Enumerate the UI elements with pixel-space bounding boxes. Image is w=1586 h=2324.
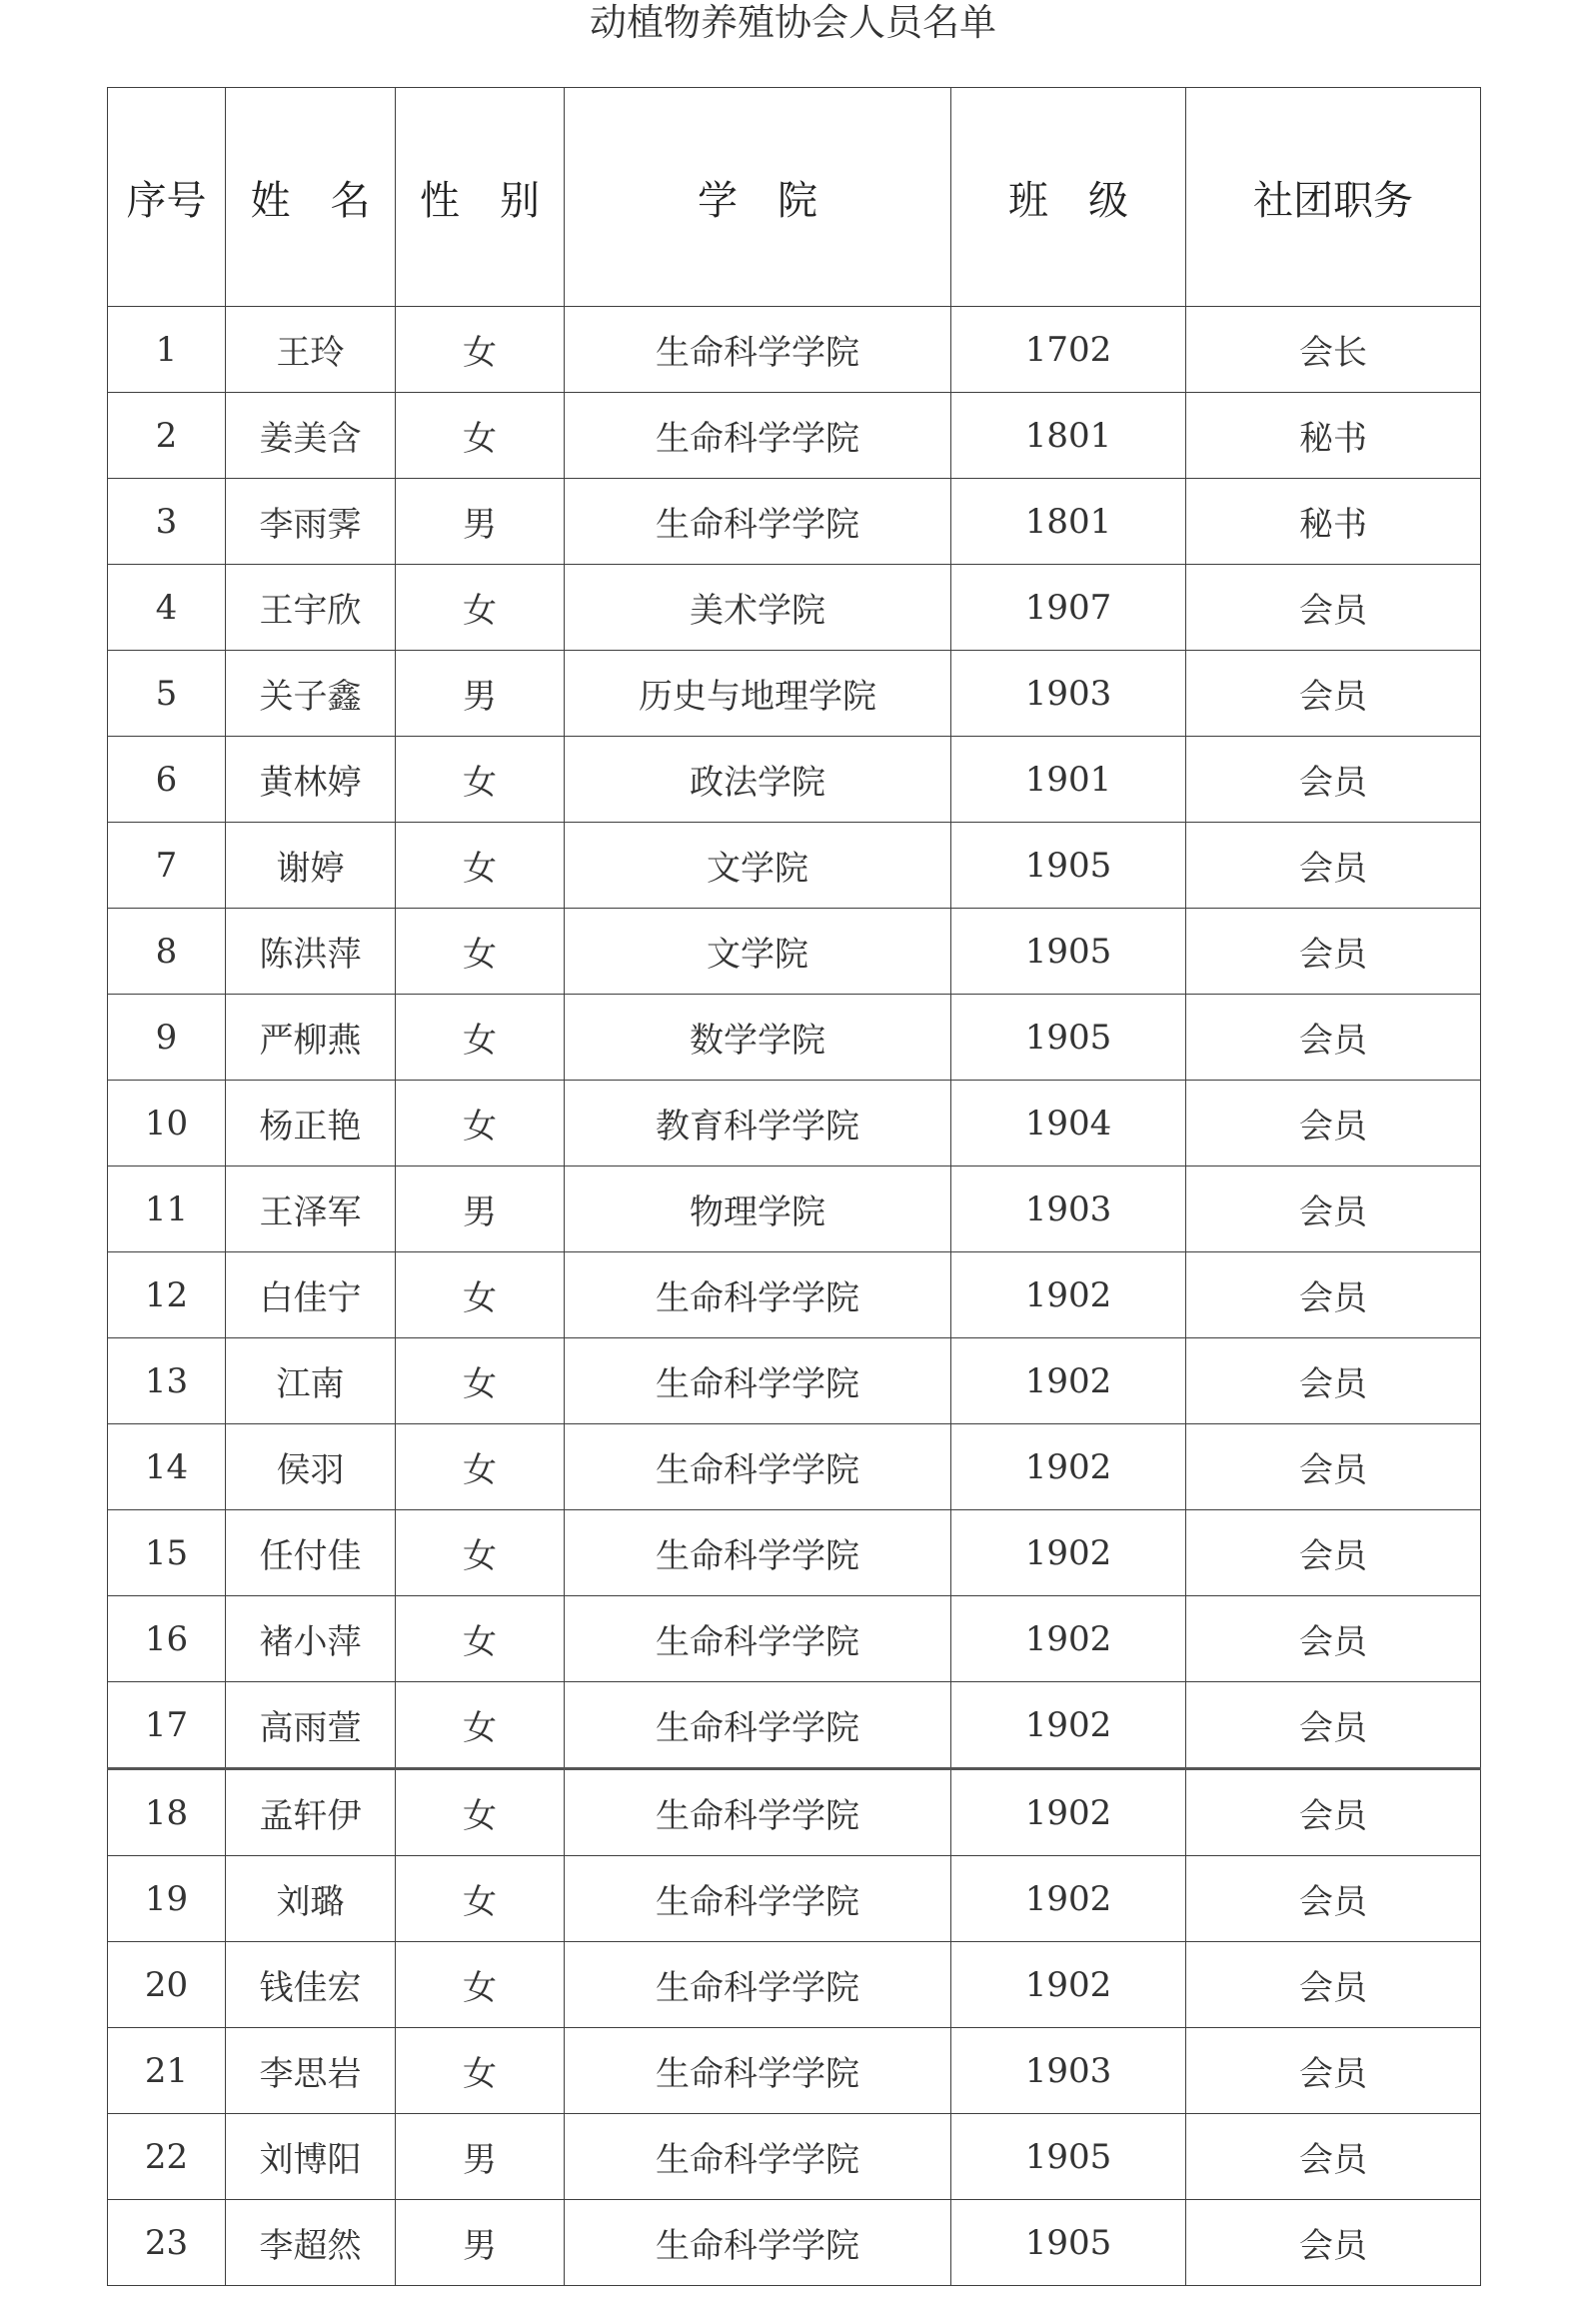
member-gender: 女 xyxy=(396,1942,565,2028)
member-gender: 男 xyxy=(396,1166,565,1252)
member-college: 生命科学学院 xyxy=(565,1682,951,1769)
member-role: 会长 xyxy=(1186,307,1481,393)
member-name: 白佳宁 xyxy=(226,1252,396,1338)
row-number: 13 xyxy=(108,1338,226,1424)
row-number: 2 xyxy=(108,393,226,479)
member-name: 谢婷 xyxy=(226,823,396,909)
member-gender: 女 xyxy=(396,1510,565,1596)
member-class: 1902 xyxy=(951,1424,1186,1510)
member-role: 会员 xyxy=(1186,651,1481,737)
member-class: 1801 xyxy=(951,393,1186,479)
row-number: 6 xyxy=(108,737,226,823)
header-gender: 性 别 xyxy=(396,88,565,307)
row-number: 19 xyxy=(108,1856,226,1942)
table-row xyxy=(108,565,1481,651)
member-name: 陈洪萍 xyxy=(226,909,396,995)
table-row xyxy=(108,1856,1481,1942)
member-table xyxy=(107,87,1481,2286)
member-gender: 女 xyxy=(396,1682,565,1769)
member-role: 秘书 xyxy=(1186,479,1481,565)
member-name: 李雨霁 xyxy=(226,479,396,565)
member-role: 会员 xyxy=(1186,995,1481,1081)
member-gender: 女 xyxy=(396,1252,565,1338)
row-number: 21 xyxy=(108,2028,226,2114)
table-row xyxy=(108,479,1481,565)
table-row xyxy=(108,1166,1481,1252)
table-row xyxy=(108,737,1481,823)
row-number: 10 xyxy=(108,1081,226,1166)
member-class: 1905 xyxy=(951,995,1186,1081)
member-name: 刘璐 xyxy=(226,1856,396,1942)
row-number: 9 xyxy=(108,995,226,1081)
member-college: 生命科学学院 xyxy=(565,1769,951,1856)
member-role: 会员 xyxy=(1186,823,1481,909)
member-class: 1903 xyxy=(951,1166,1186,1252)
row-number: 16 xyxy=(108,1596,226,1682)
table-row xyxy=(108,1338,1481,1424)
table-row xyxy=(108,1081,1481,1166)
member-role: 会员 xyxy=(1186,737,1481,823)
member-role: 会员 xyxy=(1186,909,1481,995)
member-name: 高雨萱 xyxy=(226,1682,396,1769)
member-class: 1905 xyxy=(951,2200,1186,2286)
member-college: 历史与地理学院 xyxy=(565,651,951,737)
table-row xyxy=(108,651,1481,737)
table-row xyxy=(108,823,1481,909)
member-college: 生命科学学院 xyxy=(565,307,951,393)
member-college: 教育科学学院 xyxy=(565,1081,951,1166)
member-gender: 女 xyxy=(396,995,565,1081)
member-college: 生命科学学院 xyxy=(565,1596,951,1682)
row-number: 15 xyxy=(108,1510,226,1596)
table-header xyxy=(108,88,1481,307)
member-name: 关子鑫 xyxy=(226,651,396,737)
member-name: 王泽军 xyxy=(226,1166,396,1252)
row-number: 11 xyxy=(108,1166,226,1252)
member-class: 1902 xyxy=(951,1769,1186,1856)
member-role: 会员 xyxy=(1186,1081,1481,1166)
member-class: 1905 xyxy=(951,2114,1186,2200)
row-number: 1 xyxy=(108,307,226,393)
member-gender: 女 xyxy=(396,565,565,651)
header-college: 学 院 xyxy=(565,88,951,307)
member-gender: 女 xyxy=(396,909,565,995)
row-number: 22 xyxy=(108,2114,226,2200)
member-gender: 女 xyxy=(396,737,565,823)
member-class: 1702 xyxy=(951,307,1186,393)
member-college: 数学学院 xyxy=(565,995,951,1081)
member-name: 姜美含 xyxy=(226,393,396,479)
member-gender: 女 xyxy=(396,393,565,479)
member-class: 1902 xyxy=(951,1510,1186,1596)
member-gender: 女 xyxy=(396,1081,565,1166)
member-name: 孟轩伊 xyxy=(226,1769,396,1856)
header-no: 序号 xyxy=(108,88,226,307)
member-role: 会员 xyxy=(1186,2114,1481,2200)
member-class: 1801 xyxy=(951,479,1186,565)
member-class: 1902 xyxy=(951,1252,1186,1338)
table-row xyxy=(108,909,1481,995)
member-gender: 女 xyxy=(396,1338,565,1424)
member-class: 1902 xyxy=(951,1596,1186,1682)
member-name: 李超然 xyxy=(226,2200,396,2286)
member-name: 杨正艳 xyxy=(226,1081,396,1166)
member-college: 生命科学学院 xyxy=(565,2200,951,2286)
row-number: 23 xyxy=(108,2200,226,2286)
member-class: 1905 xyxy=(951,823,1186,909)
member-role: 会员 xyxy=(1186,1856,1481,1942)
header-name: 姓 名 xyxy=(226,88,396,307)
row-number: 4 xyxy=(108,565,226,651)
member-gender: 男 xyxy=(396,2114,565,2200)
member-college: 生命科学学院 xyxy=(565,393,951,479)
member-gender: 男 xyxy=(396,2200,565,2286)
member-college: 美术学院 xyxy=(565,565,951,651)
page-title: 动植物养殖协会人员名单 xyxy=(590,1,996,44)
member-class: 1901 xyxy=(951,737,1186,823)
member-college: 物理学院 xyxy=(565,1166,951,1252)
header-class: 班 级 xyxy=(951,88,1186,307)
table-row xyxy=(108,307,1481,393)
table-row xyxy=(108,2028,1481,2114)
member-class: 1905 xyxy=(951,909,1186,995)
table-row xyxy=(108,2200,1481,2286)
member-name: 王玲 xyxy=(226,307,396,393)
member-role: 会员 xyxy=(1186,2200,1481,2286)
member-name: 褚小萍 xyxy=(226,1596,396,1682)
table-body xyxy=(108,307,1481,2286)
member-name: 黄林婷 xyxy=(226,737,396,823)
member-college: 文学院 xyxy=(565,909,951,995)
member-gender: 女 xyxy=(396,307,565,393)
member-college: 生命科学学院 xyxy=(565,2028,951,2114)
member-role: 会员 xyxy=(1186,2028,1481,2114)
member-role: 会员 xyxy=(1186,1510,1481,1596)
table-row xyxy=(108,393,1481,479)
member-class: 1903 xyxy=(951,651,1186,737)
member-role: 会员 xyxy=(1186,1769,1481,1856)
header-row xyxy=(108,88,1481,307)
member-name: 侯羽 xyxy=(226,1424,396,1510)
member-college: 生命科学学院 xyxy=(565,479,951,565)
member-name: 任付佳 xyxy=(226,1510,396,1596)
member-college: 生命科学学院 xyxy=(565,1510,951,1596)
member-gender: 男 xyxy=(396,651,565,737)
member-role: 会员 xyxy=(1186,565,1481,651)
row-number: 18 xyxy=(108,1769,226,1856)
member-college: 文学院 xyxy=(565,823,951,909)
member-role: 会员 xyxy=(1186,1424,1481,1510)
member-name: 李思岩 xyxy=(226,2028,396,2114)
member-college: 生命科学学院 xyxy=(565,1252,951,1338)
table-row xyxy=(108,1424,1481,1510)
member-college: 政法学院 xyxy=(565,737,951,823)
member-gender: 女 xyxy=(396,823,565,909)
member-role: 会员 xyxy=(1186,1338,1481,1424)
row-number: 3 xyxy=(108,479,226,565)
row-number: 14 xyxy=(108,1424,226,1510)
member-college: 生命科学学院 xyxy=(565,1942,951,2028)
table-row xyxy=(108,1252,1481,1338)
row-number: 5 xyxy=(108,651,226,737)
table-row xyxy=(108,1682,1481,1769)
member-college: 生命科学学院 xyxy=(565,2114,951,2200)
member-name: 刘博阳 xyxy=(226,2114,396,2200)
member-gender: 女 xyxy=(396,1769,565,1856)
member-role: 会员 xyxy=(1186,1682,1481,1769)
row-number: 8 xyxy=(108,909,226,995)
member-gender: 女 xyxy=(396,1424,565,1510)
member-name: 江南 xyxy=(226,1338,396,1424)
table-row xyxy=(108,995,1481,1081)
member-gender: 女 xyxy=(396,1856,565,1942)
member-class: 1902 xyxy=(951,1856,1186,1942)
member-gender: 女 xyxy=(396,1596,565,1682)
member-gender: 女 xyxy=(396,2028,565,2114)
member-role: 会员 xyxy=(1186,1166,1481,1252)
member-role: 会员 xyxy=(1186,1596,1481,1682)
member-role: 秘书 xyxy=(1186,393,1481,479)
member-class: 1902 xyxy=(951,1942,1186,2028)
table-row xyxy=(108,1769,1481,1856)
member-name: 王宇欣 xyxy=(226,565,396,651)
member-name: 严柳燕 xyxy=(226,995,396,1081)
member-class: 1902 xyxy=(951,1338,1186,1424)
header-role: 社团职务 xyxy=(1186,88,1481,307)
member-college: 生命科学学院 xyxy=(565,1856,951,1942)
row-number: 17 xyxy=(108,1682,226,1769)
member-college: 生命科学学院 xyxy=(565,1424,951,1510)
table-row xyxy=(108,2114,1481,2200)
row-number: 12 xyxy=(108,1252,226,1338)
member-class: 1902 xyxy=(951,1682,1186,1769)
member-college: 生命科学学院 xyxy=(565,1338,951,1424)
member-class: 1903 xyxy=(951,2028,1186,2114)
member-gender: 男 xyxy=(396,479,565,565)
member-name: 钱佳宏 xyxy=(226,1942,396,2028)
row-number: 20 xyxy=(108,1942,226,2028)
member-class: 1904 xyxy=(951,1081,1186,1166)
member-role: 会员 xyxy=(1186,1942,1481,2028)
table-row xyxy=(108,1942,1481,2028)
member-class: 1907 xyxy=(951,565,1186,651)
member-role: 会员 xyxy=(1186,1252,1481,1338)
table-row xyxy=(108,1510,1481,1596)
table-row xyxy=(108,1596,1481,1682)
row-number: 7 xyxy=(108,823,226,909)
